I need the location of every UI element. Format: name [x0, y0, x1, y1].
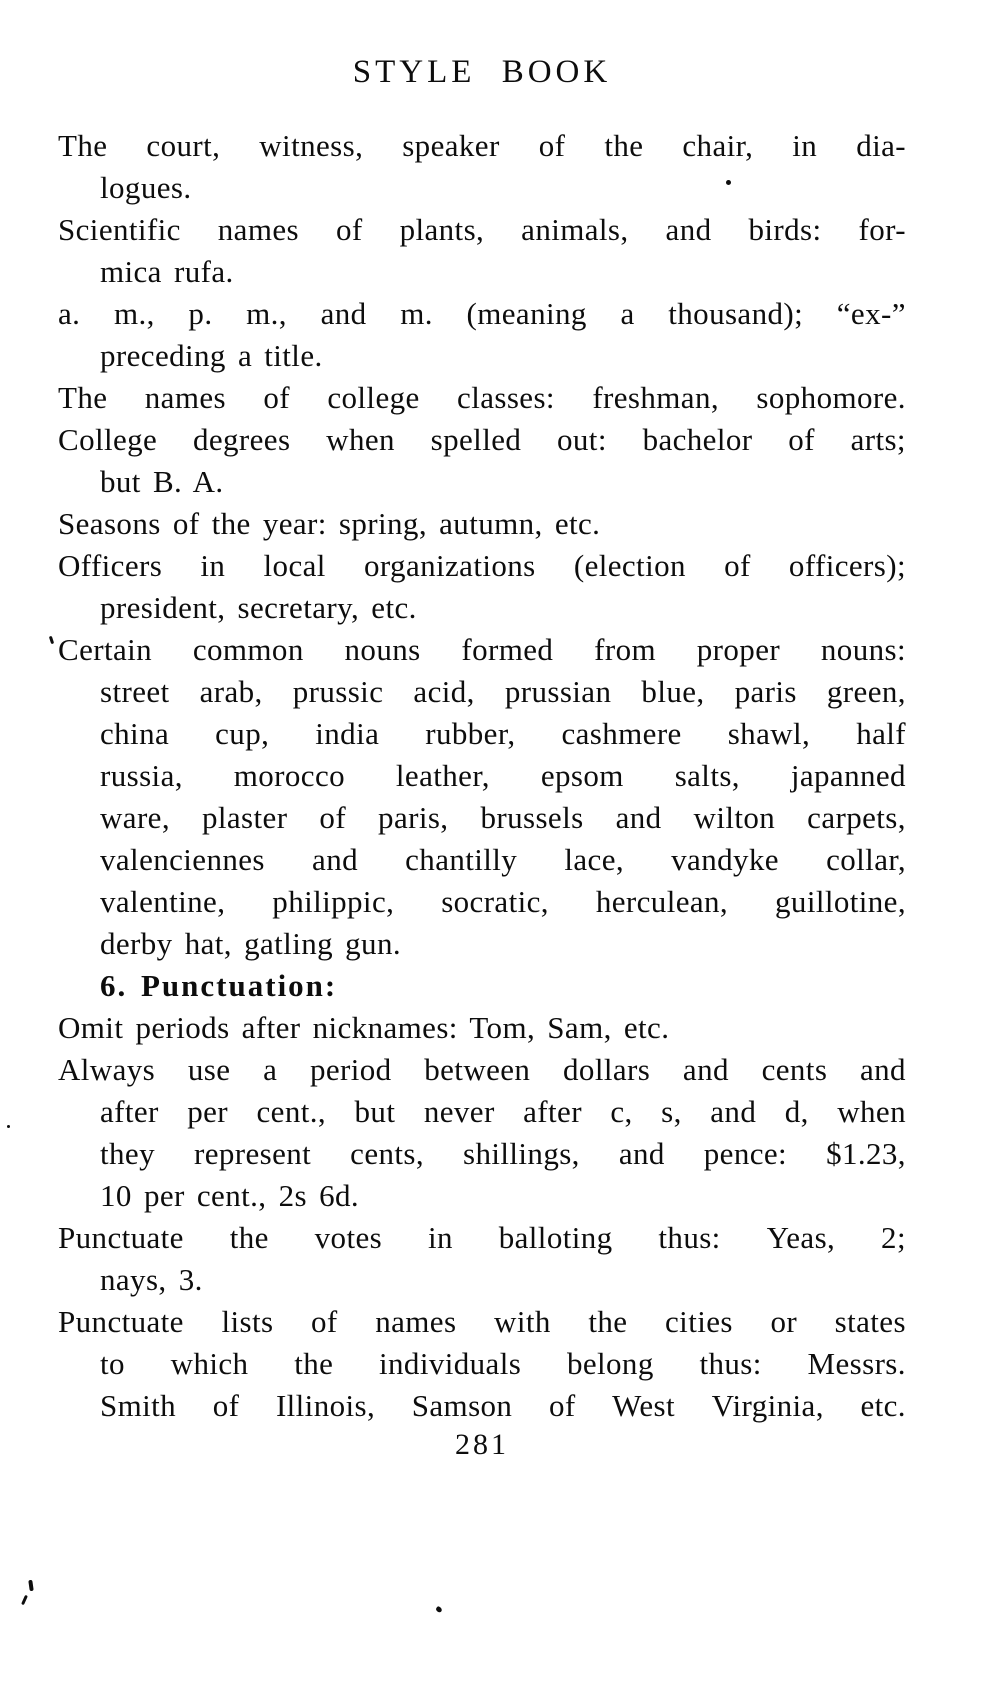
text-line: derby hat, gatling gun.	[100, 926, 402, 961]
text-line: 10 per cent., 2s 6d.	[100, 1178, 360, 1213]
text-line: Omit periods after nicknames: Tom, Sam, etc.	[58, 1010, 670, 1045]
text-line: street arab, prussic acid, prussian blue, paris green,	[100, 674, 906, 709]
page-number: 281	[455, 1428, 509, 1461]
text-line: preceding a title.	[100, 338, 323, 373]
text-line: nays, 3.	[100, 1262, 203, 1297]
text-line: The names of college classes: freshman, sophomore.	[58, 380, 906, 415]
scan-speck	[435, 1606, 443, 1614]
text-line: a. m., p. m., and m. (meaning a thousand); “ex-”	[58, 296, 906, 331]
text-line: Seasons of the year: spring, autumn, etc.	[58, 506, 601, 541]
scan-speck	[21, 1595, 28, 1605]
text-line: china cup, india rubber, cashmere shawl, half	[100, 716, 906, 751]
text-line: but B. A.	[100, 464, 224, 499]
text-line: logues.	[100, 170, 192, 205]
text-line: Scientific names of plants, animals, and birds: for-	[58, 212, 906, 247]
text-line: after per cent., but never after c, s, and d, when	[100, 1094, 906, 1129]
text-line: Officers in local organizations (election of officers);	[58, 548, 906, 583]
text-line: to which the individuals belong thus: Messrs.	[100, 1346, 906, 1381]
text-line: Punctuate lists of names with the cities or states	[58, 1304, 906, 1339]
text-line: valenciennes and chantilly lace, vandyke collar,	[100, 842, 906, 877]
text-line: Punctuate the votes in balloting thus: Yeas, 2;	[58, 1220, 906, 1255]
body-text	[58, 125, 906, 1427]
text-line: president, secretary, etc.	[100, 590, 417, 625]
text-line: ware, plaster of paris, brussels and wilton carpets,	[100, 800, 906, 835]
text-line: mica rufa.	[100, 254, 234, 289]
text-line: College degrees when spelled out: bachelor of arts;	[58, 422, 906, 457]
scan-speck	[726, 180, 731, 185]
scan-speck	[28, 1580, 33, 1591]
text-line: The court, witness, speaker of the chair, in dia-	[58, 128, 906, 163]
scan-speck	[49, 636, 54, 645]
text-line: Certain common nouns formed from proper nouns:	[58, 632, 906, 667]
text-line: Always use a period between dollars and cents and	[58, 1052, 906, 1087]
text-line: valentine, philippic, socratic, herculean, guillotine,	[100, 884, 906, 919]
text-line: Smith of Illinois, Samson of West Virginia, etc.	[100, 1388, 906, 1423]
text-line: they represent cents, shillings, and pence: $1.23,	[100, 1136, 906, 1171]
text-line: russia, morocco leather, epsom salts, japanned	[100, 758, 906, 793]
section-heading: 6. Punctuation:	[100, 968, 338, 1003]
scan-speck	[7, 1125, 10, 1128]
page-title: STYLE BOOK	[352, 54, 612, 90]
